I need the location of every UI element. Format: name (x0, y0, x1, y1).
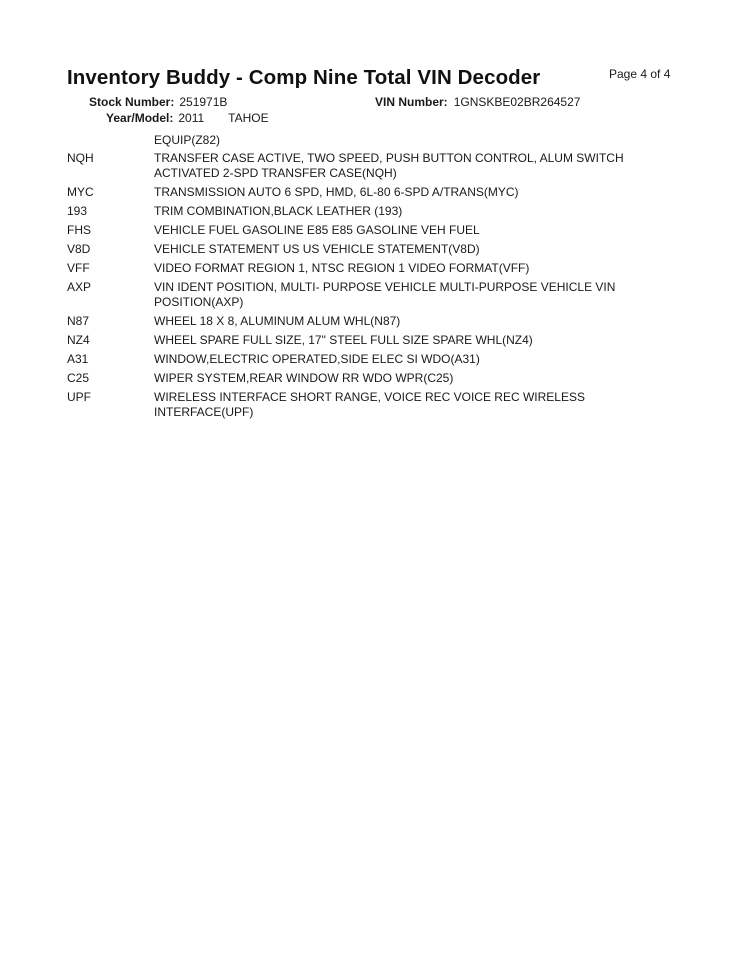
option-description: VIDEO FORMAT REGION 1, NTSC REGION 1 VIDEO FORMAT(VFF) (154, 261, 530, 275)
option-description: TRIM COMBINATION,BLACK LEATHER (193) (154, 204, 403, 218)
option-row (67, 223, 667, 238)
stock-number-label: Stock Number: (89, 95, 175, 109)
stock-number-field (89, 95, 227, 109)
option-code: C25 (67, 371, 90, 385)
option-code: 193 (67, 204, 88, 218)
option-row (67, 314, 667, 329)
option-code: MYC (67, 185, 94, 199)
model-value: TAHOE (228, 111, 269, 125)
vin-number-label: VIN Number: (375, 95, 448, 109)
option-row (67, 204, 667, 219)
vin-number-field (375, 95, 580, 109)
year-model-field (106, 111, 269, 125)
option-description: WIRELESS INTERFACE SHORT RANGE, VOICE REC VOICE REC WIRELESS INTERFACE(UPF) (154, 390, 585, 419)
option-description: VIN IDENT POSITION, MULTI- PURPOSE VEHICLE MULTI-PURPOSE VEHICLE VIN POSITION(AXP) (154, 280, 616, 309)
continued-description: EQUIP(Z82) (154, 133, 221, 147)
option-description: WHEEL 18 X 8, ALUMINUM ALUM WHL(N87) (154, 314, 401, 328)
option-description: WINDOW,ELECTRIC OPERATED,SIDE ELEC SI WDO(A31) (154, 352, 480, 366)
option-row (67, 280, 667, 310)
option-row (67, 390, 667, 420)
option-code: FHS (67, 223, 91, 237)
option-description: TRANSFER CASE ACTIVE, TWO SPEED, PUSH BUTTON CONTROL, ALUM SWITCH ACTIVATED 2-SPD TRANSFER CASE(NQH) (154, 151, 624, 180)
stock-number-value: 251971B (179, 95, 228, 109)
page-number: Page 4 of 4 (609, 67, 671, 81)
option-code: VFF (67, 261, 90, 275)
year-model-label: Year/Model: (106, 111, 174, 125)
option-description: VEHICLE STATEMENT US US VEHICLE STATEMENT(V8D) (154, 242, 480, 256)
option-description: WIPER SYSTEM,REAR WINDOW RR WDO WPR(C25) (154, 371, 454, 385)
vin-number-value: 1GNSKBE02BR264527 (453, 95, 581, 109)
option-row (67, 333, 667, 348)
option-row (67, 242, 667, 257)
option-row (67, 151, 667, 181)
option-description: VEHICLE FUEL GASOLINE E85 E85 GASOLINE VEH FUEL (154, 223, 480, 237)
option-code: V8D (67, 242, 91, 256)
option-row (67, 371, 667, 386)
option-code: A31 (67, 352, 89, 366)
option-code-list (67, 151, 667, 424)
option-code: NZ4 (67, 333, 90, 347)
option-row (67, 261, 667, 276)
option-code: UPF (67, 390, 91, 404)
option-description: WHEEL SPARE FULL SIZE, 17" STEEL FULL SIZE SPARE WHL(NZ4) (154, 333, 533, 347)
option-code: NQH (67, 151, 94, 165)
option-code: AXP (67, 280, 92, 294)
option-code: N87 (67, 314, 90, 328)
option-row (67, 352, 667, 367)
year-value: 2011 (178, 111, 205, 125)
option-row (67, 185, 667, 200)
document-title: Inventory Buddy - Comp Nine Total VIN Decoder (67, 66, 541, 89)
option-description: TRANSMISSION AUTO 6 SPD, HMD, 6L-80 6-SPD A/TRANS(MYC) (154, 185, 519, 199)
